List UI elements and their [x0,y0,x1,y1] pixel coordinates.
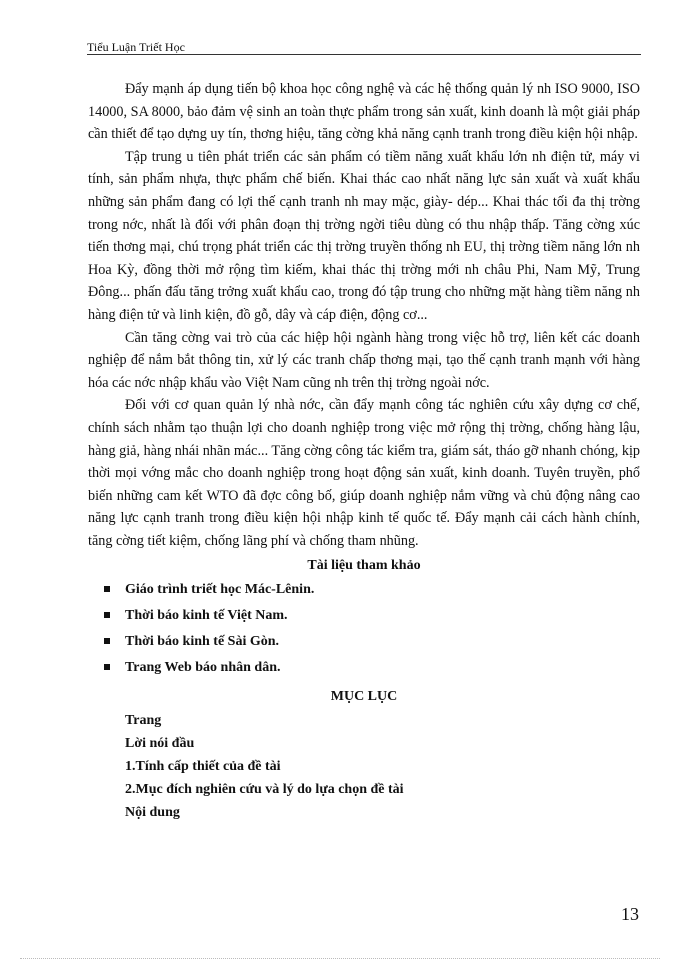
toc-list [88,709,640,824]
body-paragraph: Đẩy mạnh áp dụng tiến bộ khoa học công nghệ và các hệ thống quản lý nh ISO 9000, ISO 14000, SA 8000, bảo đảm vệ sinh an toàn thực phẩm trong sản xuất, kinh doanh là một giải pháp cần thiết để tạo dựng uy tín, thơng hiệu, tăng cờng khả năng cạnh tranh trong điều kiện hội nhập. [88,81,640,143]
header-divider [87,54,641,55]
toc-item: Trang [125,713,162,729]
reference-item-text: Thời báo kinh tế Việt Nam. [125,608,288,624]
body-paragraph: Cần tăng cờng vai trò của các hiệp hội ngành hàng trong việc hỗ trợ, liên kết các doanh nghiệp để nắm bắt thông tin, xử lý các tranh chấp thơng mại, tạo thế cạnh tranh mạnh với hàng hóa các nớc nhập khẩu vào Việt Nam cũng nh trên thị trờng ngoài nớc. [88,329,640,391]
reference-item-text: Giáo trình triết học Mác-Lênin. [125,582,315,598]
reference-item [88,655,640,681]
references-list [88,577,640,681]
toc-item: 1.Tính cấp thiết của đề tài [125,759,281,775]
square-bullet-icon [104,612,110,618]
toc-item: 2.Mục đích nghiên cứu và lý do lựa chọn đề tài [125,782,404,798]
body-paragraph: Đối với cơ quan quản lý nhà nớc, cần đẩy mạnh công tác nghiên cứu xây dựng cơ chế, chính sách nhằm tạo thuận lợi cho doanh nghiệp trong việc mở rộng thị trờng, chống hàng lậu, hàng giả, hàng nhái nhãn mác... Tăng cờng công tác kiểm tra, giám sát, tháo gỡ nhanh chóng, kịp thời mọi vớng mắc cho doanh nghiệp trong hoạt động sản xuất, kinh doanh. Tuyên truyền, phổ biến những cam kết WTO đã đợc công bố, giúp doanh nghiệp nắm vững và chủ động nâng cao năng lực cạnh tranh trong điều kiện hội nhập kinh tế quốc tế. Đẩy mạnh cải cách hành chính, tăng cờng tiết kiệm, chống lãng phí và chống tham nhũng. [88,397,640,549]
toc-item: Nội dung [125,805,180,821]
square-bullet-icon [104,638,110,644]
reference-item [88,577,640,603]
page-number: 13 [621,904,639,924]
reference-item-text: Thời báo kinh tế Sài Gòn. [125,634,280,650]
reference-item [88,603,640,629]
body-paragraph: Tập trung u tiên phát triển các sản phẩm có tiềm năng xuất khẩu lớn nh điện tử, máy vi tính, sản phẩm nhựa, thực phẩm chế biến. Khai thác cao nhất năng lực sản xuất và xuất khẩu những sản phẩm đang có lợi thế cạnh tranh nh may mặc, giày- dép... Khai thác tối đa thị trờng trong nớc, nhất là đối với phân đoạn thị trờng ngời tiêu dùng có thu nhập thấp. Tăng cờng xúc tiến thơng mại, chú trọng phát triển các thị trờng truyền thống nh EU, thị trờng tiềm năng lớn nh Hoa Kỳ, đồng thời mở rộng tìm kiếm, khai thác thị trờng mới nh châu Phi, Nam Mỹ, Trung Đông... phấn đấu tăng trởng xuất khẩu cao, trong đó tập trung cho những mặt hàng tiềm năng nh hàng điện tử và linh kiện, đồ gỗ, dây và cáp điện, động cơ... [88,148,640,323]
square-bullet-icon [104,586,110,592]
references-heading: Tài liệu tham khảo [307,558,421,574]
toc-item: Lời nói đầu [125,736,195,752]
toc-heading: MỤC LỤC [330,689,398,705]
page-bottom-border [20,958,660,959]
page-body [88,78,640,824]
page-header-title: Tiểu Luận Triết Học [87,40,185,54]
square-bullet-icon [104,664,110,670]
reference-item [88,629,640,655]
reference-item-text: Trang Web báo nhân dân. [125,660,281,676]
